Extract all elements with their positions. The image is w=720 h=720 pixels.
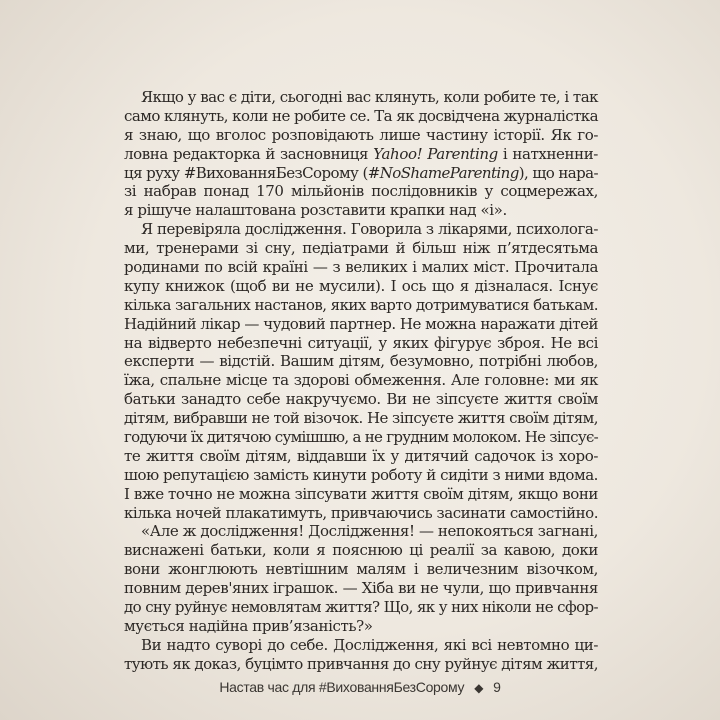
running-title: Настав час для #ВихованняБезСорому <box>219 679 465 695</box>
text-line <box>124 145 598 164</box>
line-text: батьки занадто себе накручуємо. Ви не зіпсуєте життя своїм <box>124 390 598 409</box>
text-line <box>124 296 598 315</box>
line-text: мується надійна прив’язаність?» <box>124 616 373 635</box>
text-line <box>124 428 598 447</box>
text-line <box>124 277 598 296</box>
line-text: ловна редакторка й засновниця <box>124 144 374 163</box>
line-text: і натхненни- <box>497 144 598 163</box>
line-text: я знаю, що вголос розповідають лише частину історії. Як го- <box>124 125 598 144</box>
line-text: ), що нара- <box>518 163 599 182</box>
line-text: те життя своїм дітям, віддавши їх у дитячий садочок із хоро- <box>124 446 598 465</box>
text-line <box>124 617 598 636</box>
line-text: ця руху #ВихованняБезСорому ( <box>124 163 368 182</box>
text-line <box>124 485 598 504</box>
ornament-icon: ◆ <box>474 681 484 695</box>
text-line <box>124 107 598 126</box>
line-text: родинами по всій країні — з великих і малих міст. Прочитала <box>124 258 598 277</box>
line-text: зі набрав понад 170 мільйонів послідовників у соцмережах, <box>124 182 598 201</box>
line-text: повним дерев'яних іграшок. — Хіба ви не чули, що привчання <box>124 579 598 598</box>
text-line <box>124 201 598 220</box>
line-text: ми, тренерами зі сну, педіатрами й більш ніж п’ятдесятьма <box>124 239 598 258</box>
body-text <box>124 88 598 674</box>
line-text: Ви надто суворі до себе. Дослідження, які всі невтомно ци- <box>141 635 598 654</box>
text-line <box>124 315 598 334</box>
text-line <box>124 371 598 390</box>
line-text: «Але ж дослідження! Дослідження! — непокояться загнані, <box>141 522 598 541</box>
text-line <box>124 88 598 107</box>
text-line <box>124 164 598 183</box>
italic-text: Yahoo! Parenting <box>373 144 498 163</box>
line-text: Я перевіряла дослідження. Говорила з лікарями, психолога- <box>141 220 598 239</box>
line-text: кілька ночей плакатимуть, привчаючись засинати самостійно. <box>124 503 598 522</box>
line-text: експерти — відстій. Вашим дітям, безумовно, потрібні любов, <box>124 352 598 371</box>
text-line <box>124 334 598 353</box>
line-text: І вже точно не можна зіпсувати життя своїм дітям, якщо вони <box>124 484 598 503</box>
text-line <box>124 522 598 541</box>
line-text: кілька загальних настанов, яких варто дотримуватися батькам. <box>124 295 598 314</box>
text-line <box>124 182 598 201</box>
line-text: дітям, вибравши не той візочок. Не зіпсуєте життя своїм дітям, <box>124 409 598 428</box>
page-footer <box>0 678 720 696</box>
line-text: Надійний лікар — чудовий партнер. Не можна наражати дітей <box>124 314 598 333</box>
line-text: на відверто небезпечні ситуації, у яких фігурує зброя. Не всі <box>124 333 598 352</box>
line-text: я рішуче налаштована розставити крапки над «і». <box>124 201 507 220</box>
text-line <box>124 598 598 617</box>
text-line <box>124 579 598 598</box>
line-text: вони жонглюють невтішним малям і величезним візочком, <box>124 560 598 579</box>
text-line <box>124 239 598 258</box>
text-line <box>124 258 598 277</box>
text-line <box>124 409 598 428</box>
text-line <box>124 655 598 674</box>
text-line <box>124 541 598 560</box>
italic-text: #NoShameParenting <box>367 163 519 182</box>
line-text: до сну руйнує немовлятам життя? Що, як у них ніколи не сфор- <box>124 598 598 617</box>
text-line <box>124 447 598 466</box>
text-line <box>124 560 598 579</box>
page-number: 9 <box>493 679 501 695</box>
text-line <box>124 390 598 409</box>
line-text: шою репутацією замість кинути роботу й сидіти з ними вдома. <box>124 465 598 484</box>
line-text: годуючи їх дитячою сумішшю, а не грудним молоком. Не зіпсує- <box>124 428 598 447</box>
line-text: тують як доказ, буцімто привчання до сну руйнує дітям життя, <box>124 654 598 673</box>
line-text: купу книжок (щоб ви не мусили). І ось що я дізналася. Існує <box>124 276 598 295</box>
text-line <box>124 126 598 145</box>
text-line <box>124 220 598 239</box>
text-line <box>124 636 598 655</box>
text-line <box>124 352 598 371</box>
line-text: само клянуть, коли не робите се. Та як досвідчена журналістка <box>124 106 598 125</box>
line-text: виснажені батьки, коли я пояснюю ці реалії за кавою, доки <box>124 541 598 560</box>
line-text: їжа, спальне місце та здорові обмеження. Але головне: ми як <box>124 371 598 390</box>
line-text: Якщо у вас є діти, сьогодні вас клянуть, коли робите те, і так <box>141 88 598 106</box>
text-line <box>124 504 598 523</box>
text-line <box>124 466 598 485</box>
